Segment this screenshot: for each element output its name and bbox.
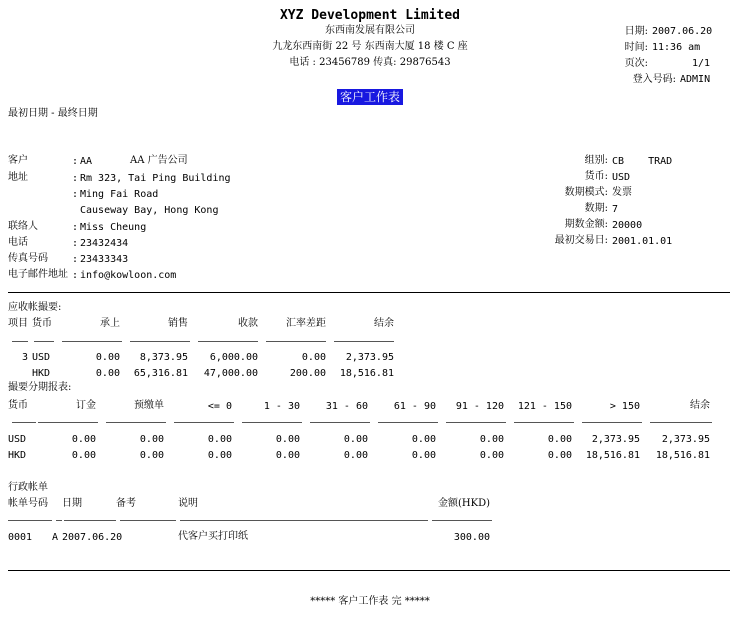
ar-cell: 8,373.95 — [139, 352, 188, 363]
ar-cell: 200.00 — [289, 368, 326, 379]
ar-header-bf: 承上 — [100, 318, 120, 329]
aging-header-91-120: 91 - 120 — [455, 401, 504, 412]
address-label: 地址 — [8, 172, 28, 183]
aging-header-1-30: 1 - 30 — [263, 401, 300, 412]
aging-cell: 0.00 — [207, 450, 232, 461]
aging-underline — [242, 422, 302, 423]
admin-cell-bill-no: 0001 — [8, 532, 33, 543]
customer-colon: : — [72, 156, 79, 167]
admin-cell-type: A — [52, 532, 59, 543]
aging-underline — [446, 422, 506, 423]
ar-cell: 65,316.81 — [133, 368, 188, 379]
first-trade-label: 最初交易日: — [554, 235, 608, 246]
report-title — [320, 89, 420, 107]
fax-label: 传真号码 — [8, 253, 48, 264]
address-line-2: Ming Fai Road — [80, 189, 159, 200]
aging-header-61-90: 61 - 90 — [393, 401, 436, 412]
aging-cell: 0.00 — [275, 450, 300, 461]
customer-label: 客户 — [8, 155, 28, 166]
email-label: 电子邮件地址 — [8, 269, 68, 280]
ar-header-receipt: 收款 — [238, 318, 258, 329]
report-title-badge: 客户工作表 — [337, 89, 403, 105]
admin-underline — [56, 520, 62, 521]
admin-bills-title: 行政帐单 — [8, 482, 48, 493]
admin-underline — [120, 520, 176, 521]
ar-underline — [12, 341, 28, 342]
period-amount-value: 20000 — [612, 220, 643, 231]
admin-header-remark: 备考 — [116, 498, 136, 509]
contact-label: 联络人 — [8, 221, 38, 232]
admin-header-amount: 金额(HKD) — [437, 498, 490, 509]
aging-cell: 0.00 — [343, 434, 368, 445]
period-mode-value: 发票 — [612, 187, 632, 198]
login-label: 登入号码: — [632, 74, 676, 85]
login-value: ADMIN — [680, 74, 711, 85]
admin-underline — [432, 520, 492, 521]
company-phone-fax: 电话 : 23456789 传真: 29876543 — [289, 57, 451, 68]
aging-cell: 0.00 — [275, 434, 300, 445]
aging-header-balance: 结余 — [690, 400, 710, 411]
admin-header-bill-no: 帐单号码 — [8, 498, 48, 509]
aging-header-le0: <= 0 — [207, 401, 232, 412]
aging-underline — [310, 422, 370, 423]
aging-underline — [582, 422, 642, 423]
ar-cell: 6,000.00 — [209, 352, 258, 363]
aging-header-currency: 货币 — [8, 400, 28, 411]
aging-underline — [38, 422, 98, 423]
group-value: CB TRAD — [612, 156, 673, 167]
ar-cell: 3 — [21, 352, 28, 363]
ar-cell: 18,516.81 — [339, 368, 394, 379]
fax-colon: : — [72, 254, 79, 265]
admin-cell-amount: 300.00 — [453, 532, 490, 543]
contact-colon: : — [72, 222, 79, 233]
periods-value: 7 — [612, 204, 619, 215]
phone-colon: : — [72, 238, 79, 249]
date-range: 最初日期 - 最终日期 — [8, 108, 98, 119]
company-name-cn: 东西南发展有限公司 — [325, 25, 415, 36]
time-label: 时间: — [624, 42, 648, 53]
report-end-text: ***** 客户工作表 完 ***** — [310, 596, 430, 607]
aging-cell: 0.00 — [71, 450, 96, 461]
period-amount-label: 期数金额: — [564, 219, 608, 230]
aging-cell: 0.00 — [343, 450, 368, 461]
aging-underline — [174, 422, 234, 423]
aging-cell: 0.00 — [139, 434, 164, 445]
ar-cell: 0.00 — [95, 352, 120, 363]
address-line-3: Causeway Bay, Hong Kong — [80, 205, 219, 216]
aging-cell: 18,516.81 — [655, 450, 710, 461]
ar-header-balance: 结余 — [374, 318, 394, 329]
aging-cell: 0.00 — [411, 434, 436, 445]
ar-summary-title: 应收帐撮要: — [8, 302, 62, 313]
ar-cell: 2,373.95 — [345, 352, 394, 363]
page-label: 页次: — [624, 58, 648, 69]
page-value: 1/1 — [691, 58, 710, 69]
admin-cell-date: 2007.06.20 — [62, 532, 123, 543]
company-address: 九龙东西南街 22 号 东西南大厦 18 楼 C 座 — [272, 41, 468, 52]
admin-header-date: 日期 — [62, 498, 82, 509]
aging-underline — [378, 422, 438, 423]
aging-cell: USD — [8, 434, 27, 445]
group-label: 组别: — [584, 155, 608, 166]
ar-cell: 0.00 — [301, 352, 326, 363]
time-value: 11:36 am — [652, 42, 701, 53]
ar-underline — [34, 341, 54, 342]
ar-underline — [62, 341, 122, 342]
aging-header-121-150: 121 - 150 — [517, 401, 572, 412]
aging-underline — [12, 422, 36, 423]
admin-header-description: 说明 — [178, 498, 198, 509]
contact-value: Miss Cheung — [80, 222, 147, 233]
ar-underline — [130, 341, 190, 342]
ar-underline — [266, 341, 326, 342]
aging-cell: 2,373.95 — [661, 434, 710, 445]
aging-header-deposit: 订金 — [76, 400, 96, 411]
ar-cell: USD — [32, 352, 51, 363]
aging-underline — [650, 422, 712, 423]
aging-underline — [514, 422, 574, 423]
email-colon: : — [72, 270, 79, 281]
aging-title: 撮要分期报表: — [8, 382, 72, 393]
aging-header-gt150: > 150 — [609, 401, 640, 412]
periods-label: 数期: — [584, 203, 608, 214]
ar-cell: HKD — [32, 368, 51, 379]
address-colon-2: : — [72, 189, 79, 200]
currency-value: USD — [612, 172, 631, 183]
aging-cell: 0.00 — [207, 434, 232, 445]
ar-cell: 47,000.00 — [203, 368, 258, 379]
admin-underline — [64, 520, 116, 521]
divider-footer — [8, 570, 730, 571]
aging-cell: 2,373.95 — [591, 434, 640, 445]
admin-cell-description: 代客户买打印纸 — [178, 531, 248, 542]
aging-header-31-60: 31 - 60 — [325, 401, 368, 412]
aging-cell: 18,516.81 — [585, 450, 640, 461]
customer-code: AA — [80, 156, 93, 167]
aging-cell: 0.00 — [479, 450, 504, 461]
ar-cell: 0.00 — [95, 368, 120, 379]
phone-value: 23432434 — [80, 238, 129, 249]
company-name-en: XYZ Development Limited — [279, 8, 460, 23]
ar-header-item: 项目 — [8, 318, 28, 329]
aging-cell: 0.00 — [139, 450, 164, 461]
ar-underline — [334, 341, 394, 342]
ar-header-currency: 货币 — [32, 318, 52, 329]
aging-cell: 0.00 — [547, 434, 572, 445]
aging-cell: 0.00 — [547, 450, 572, 461]
aging-cell: 0.00 — [71, 434, 96, 445]
ar-header-fx: 汇率差距 — [286, 318, 326, 329]
ar-underline — [198, 341, 258, 342]
aging-cell: 0.00 — [479, 434, 504, 445]
date-value: 2007.06.20 — [652, 26, 713, 37]
date-label: 日期: — [624, 26, 648, 37]
aging-header-prepay: 预缴单 — [134, 400, 164, 411]
address-line-1: Rm 323, Tai Ping Building — [80, 173, 231, 184]
customer-name: AA 广告公司 — [130, 155, 188, 166]
aging-cell: HKD — [8, 450, 27, 461]
divider-customer — [8, 292, 730, 293]
phone-label: 电话 — [8, 237, 28, 248]
currency-label: 货币: — [584, 171, 608, 182]
ar-header-sales: 销售 — [168, 318, 188, 329]
fax-value: 23433343 — [80, 254, 129, 265]
admin-underline — [8, 520, 52, 521]
admin-underline — [180, 520, 428, 521]
period-mode-label: 数期模式: — [564, 187, 608, 198]
aging-cell: 0.00 — [411, 450, 436, 461]
email-value: info@kowloon.com — [80, 270, 177, 281]
first-trade-value: 2001.01.01 — [612, 236, 673, 247]
aging-underline — [106, 422, 166, 423]
address-colon-1: : — [72, 173, 79, 184]
